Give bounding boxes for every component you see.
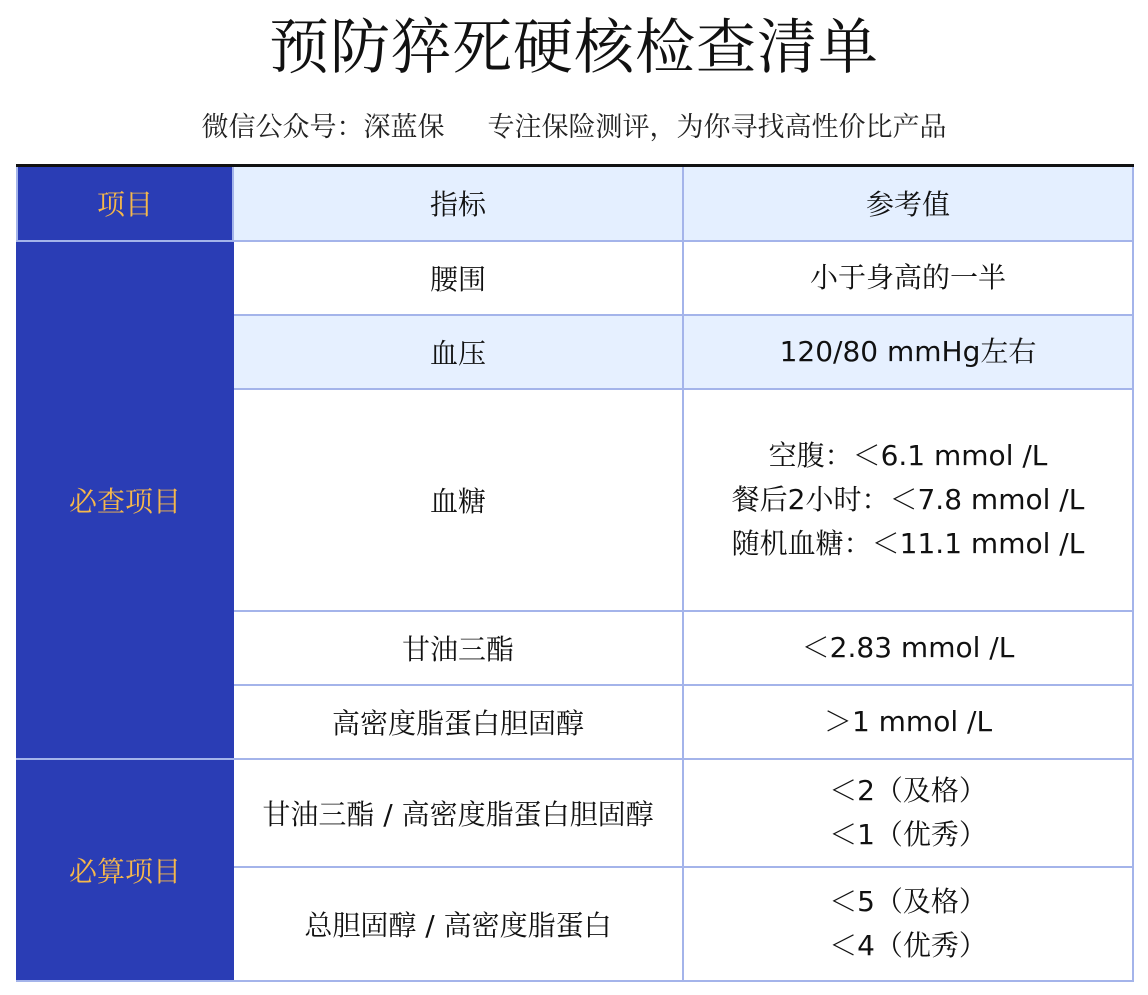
reference-line: 随机血糖：＜11.1 mmol /L (731, 526, 1085, 560)
indicator-cell: 血糖 (233, 389, 683, 611)
header-category: 项目 (17, 166, 233, 241)
reference-cell (683, 241, 1133, 315)
reference-line: 120/80 mmHg左右 (779, 334, 1037, 368)
indicator-cell: 血压 (233, 315, 683, 389)
header-indicator: 指标 (233, 166, 683, 241)
table-row (17, 759, 1133, 867)
reference-line: ＜4（优秀） (829, 928, 987, 962)
reference-line: ＜2（及格） (829, 773, 987, 807)
reference-cell (683, 759, 1133, 867)
indicator-cell: 甘油三酯 / 高密度脂蛋白胆固醇 (233, 759, 683, 867)
reference-cell (683, 867, 1133, 981)
reference-line: 小于身高的一半 (809, 260, 1006, 294)
reference-cell (683, 611, 1133, 685)
table-row (17, 241, 1133, 315)
reference-cell (683, 389, 1133, 611)
category-required-check: 必查项目 (17, 241, 233, 759)
reference-cell (683, 315, 1133, 389)
reference-line: 空腹：＜6.1 mmol /L (768, 438, 1048, 472)
page-subtitle: 微信公众号：深蓝保 专注保险测评，为你寻找高性价比产品 (201, 112, 947, 143)
reference-line: ＜5（及格） (829, 884, 987, 918)
reference-line: ＞1 mmol /L (823, 704, 993, 738)
page-title: 预防猝死硬核检查清单 (269, 13, 879, 83)
indicator-cell: 腰围 (233, 241, 683, 315)
reference-line: ＜1（优秀） (829, 817, 987, 851)
checklist-table (16, 164, 1134, 982)
reference-line: ＜2.83 mmol /L (801, 630, 1015, 664)
indicator-cell: 甘油三酯 (233, 611, 683, 685)
header-reference: 参考值 (683, 166, 1133, 241)
indicator-cell: 总胆固醇 / 高密度脂蛋白 (233, 867, 683, 981)
reference-cell (683, 685, 1133, 759)
reference-line: 餐后2小时：＜7.8 mmol /L (731, 482, 1085, 516)
indicator-cell: 高密度脂蛋白胆固醇 (233, 685, 683, 759)
table-header-row (17, 166, 1133, 241)
category-required-calc: 必算项目 (17, 759, 233, 981)
